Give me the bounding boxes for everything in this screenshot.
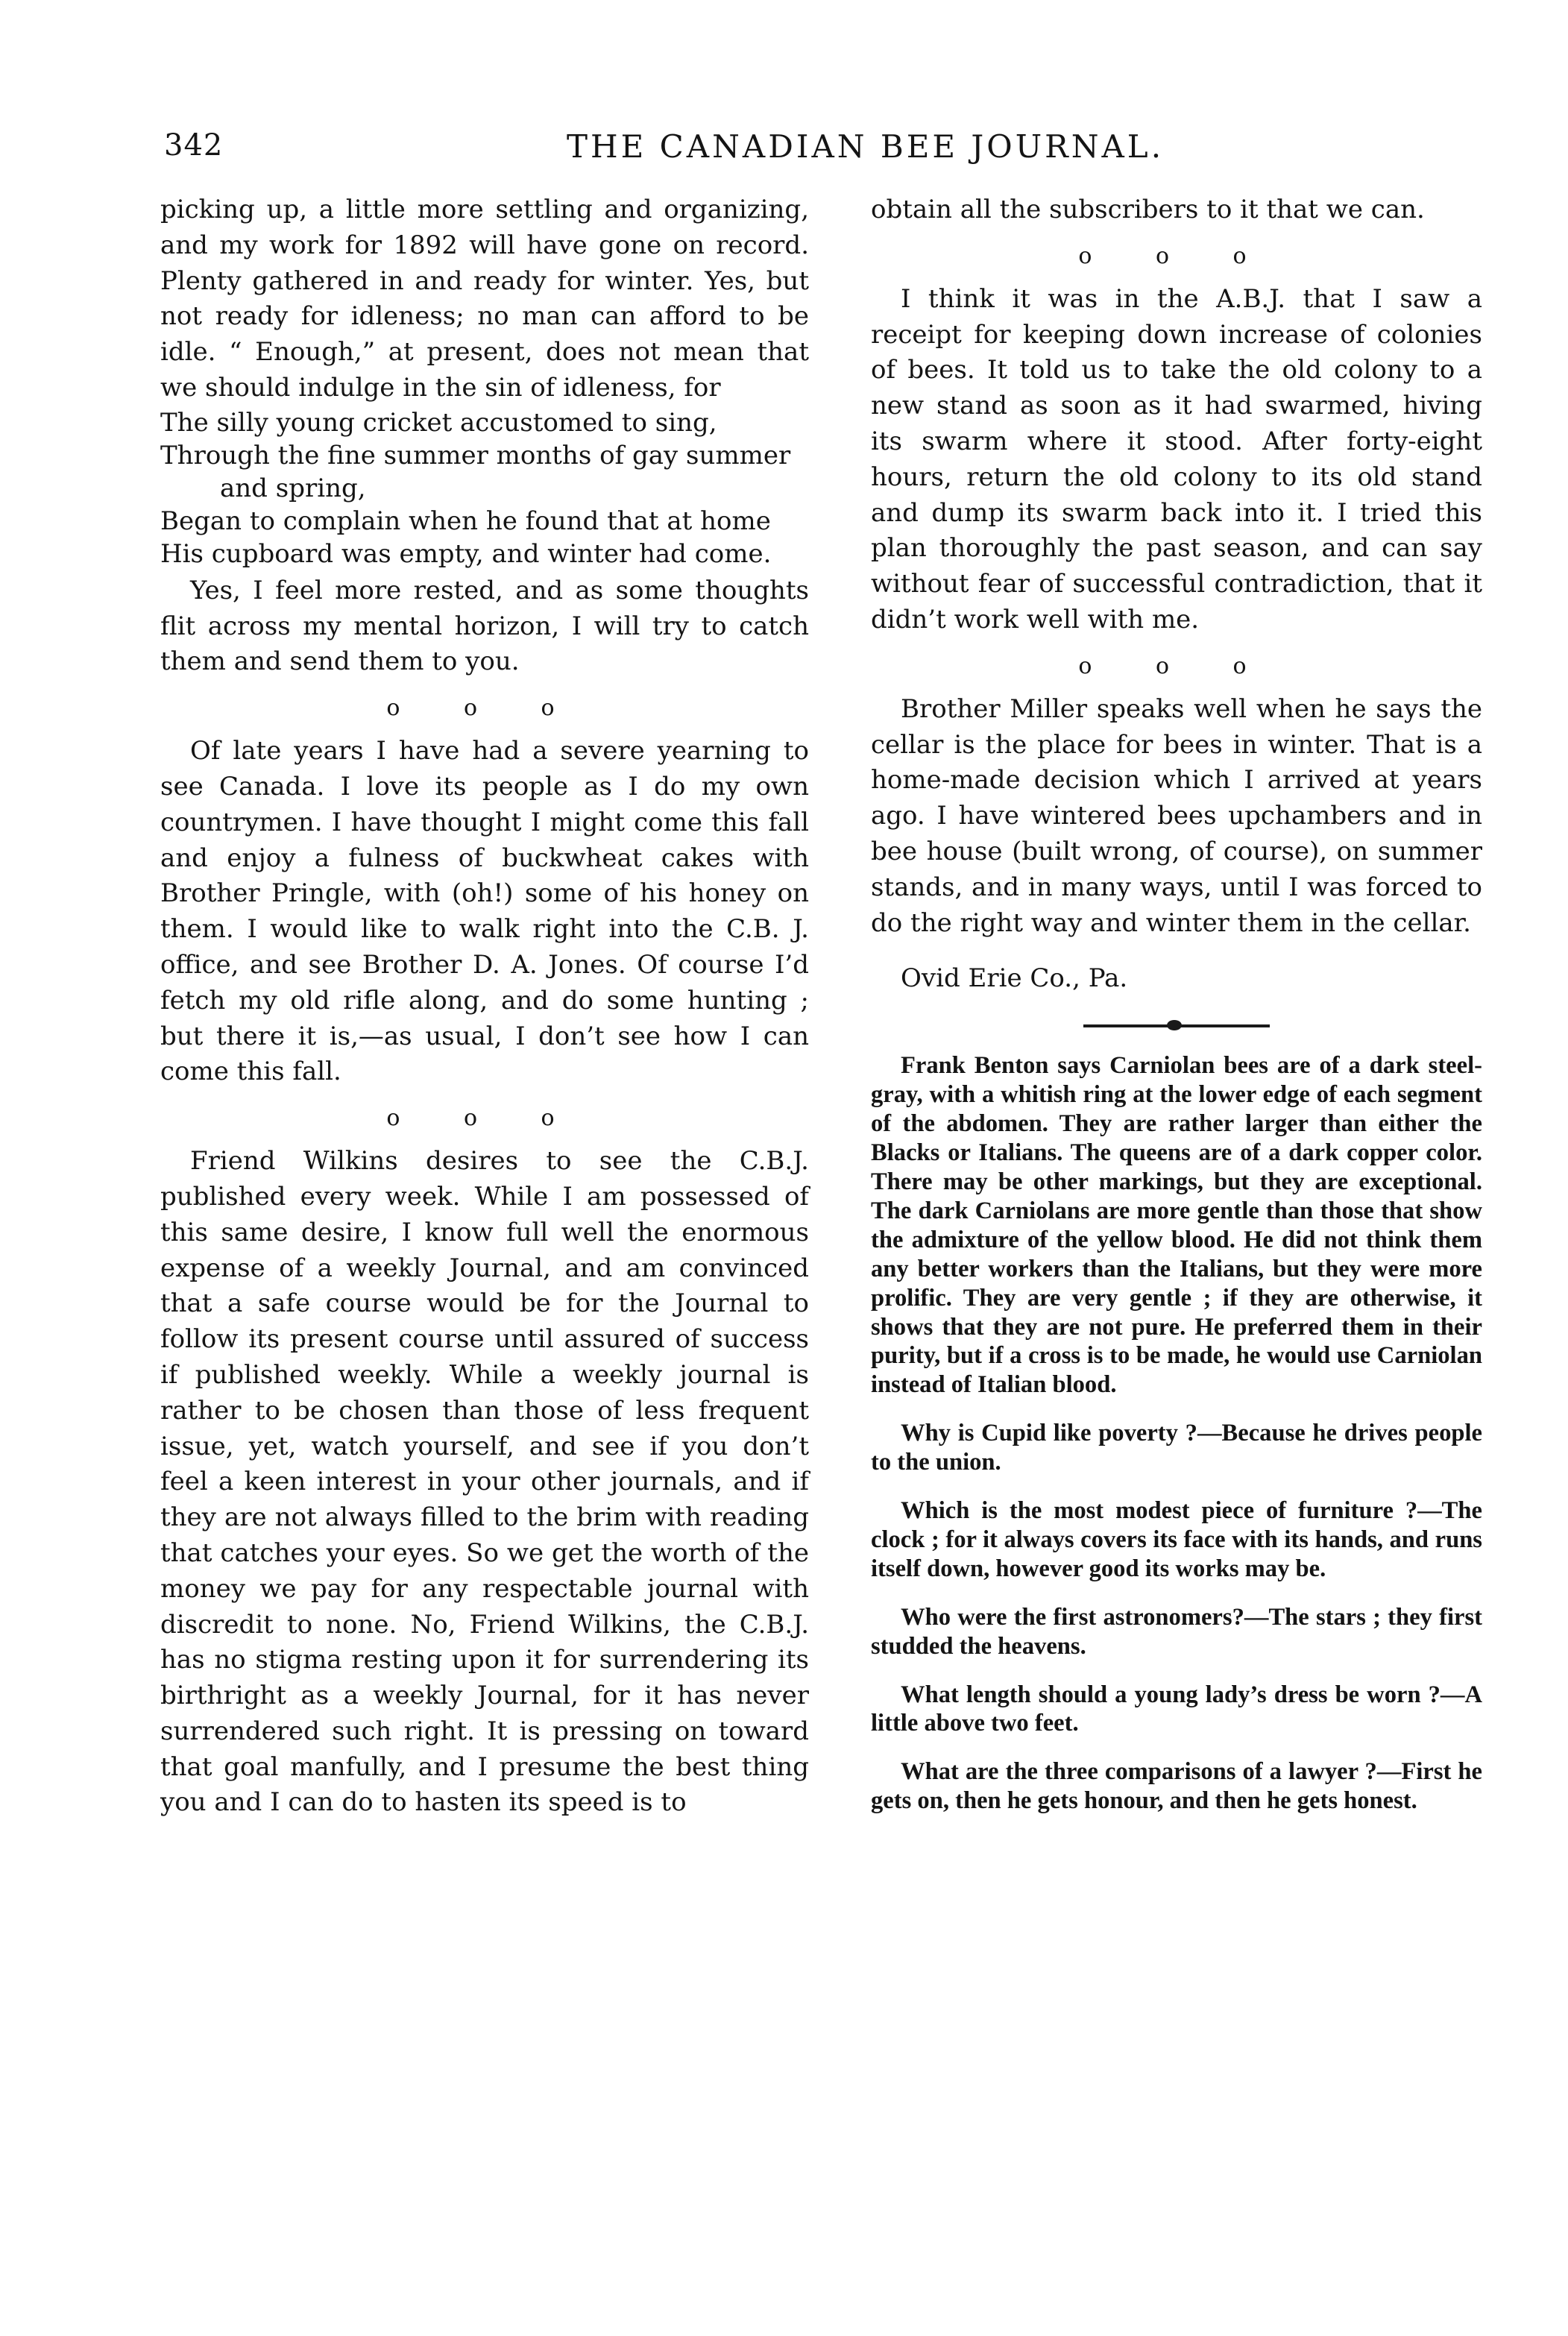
paragraph-increase-receipt: I think it was in the A.B.J. that I saw a receipt for keeping down increase of colonies of bees. It told us to take the old colony to a new stand as soon as it had swarmed, hiving its swarm where it stood. After forty-eight hours, return the old colony to its old stand and dump its swarm back into it. I tried this plan thoroughly the past season, and can say without fear of successful contradiction, that it didn’t work well with me. [871,283,1482,635]
section-separator: o o o [386,695,583,722]
paragraph-carniolan-bees: Frank Benton says Carniolan bees are of a dark steel-gray, with a whitish ring at the lower edge of each segment of the abdomen. They are rather larger than either the Blacks or Italians. The queens are of a dark copper color. There may be other markings, but they are exceptional. The dark Carniolans are more gentle than those that show the admixture of the yellow blood. He did not think them any better workers than the Italians, but they were more prolific. They are very gentle ; if they are otherwise, it shows that they are not pure. He preferred them in their purity, but if a cross is to be made, he would use Carniolan instead of Italian blood. [871,1052,1482,1399]
page-number: 342 [164,128,224,163]
paragraph-cellar-wintering: Brother Miller speaks well when he says the cellar is the place for bees in winter. That is a home-made decision which I arrived at years ago. I have wintered bees upchambers and in bee house (built wrong, of course), on summer stands, and in many ways, until I was forced to do the right way and winter them in the cellar. [871,693,1482,938]
paragraph-canada: Of late years I have had a severe yearning to see Canada. I love its people as I do my own countrymen. I have thought I might come this fall and enjoy a fulness of buckwheat cakes with Brother Pringle, with (oh!) some of his honey on them. I would like to walk right into the C.B. J. office, and see Brother D. A. Jones. Of course I’d fetch my old rifle along, and do some hunting ; but there it is,—as usual, I don’t see how I can come this fall. [160,736,809,1087]
riddle-lawyer: What are the three comparisons of a lawyer ?—First he gets on, then he gets honour, and then he gets honest. [871,1758,1482,1815]
section-rule [1083,1024,1270,1027]
author-location: Ovid Erie Co., Pa. [901,963,1128,994]
right-column [871,192,1482,1816]
left-column [160,192,809,1821]
riddle-cupid: Why is Cupid like poverty ?—Because he drives people to the union. [871,1420,1482,1476]
paragraph-cricket-intro: picking up, a little more settling and organizing, and my work for 1892 will have gone on record. Plenty gathered in and ready for winter. Yes, but not ready for idleness; no man can afford to be idle. “ Enough,” at present, does not mean that we should indulge in the sin of idleness, for [160,195,809,403]
riddle-dress: What length should a young lady’s dress be worn ?—A little above two feet. [871,1681,1482,1737]
paragraph-rested: Yes, I feel more rested, and as some thoughts flit across my mental horizon, I will try to catch them and send them to you. [160,575,809,677]
running-title: THE CANADIAN BEE JOURNAL. [567,128,1165,165]
paragraph-weekly-journal: Friend Wilkins desires to see the C.B.J. published every week. While I am possessed of this same desire, I know full well the enormous expense of a weekly Journal, and am convinced that a safe course would be for the Journal to follow its present course until assured of success if published weekly. While a weekly journal is rather to be chosen than those of less frequent issue, yet, watch yourself, and see if you don’t feel a keen interest in your other journals, and if they are not always filled to the brim with reading that catches your eyes. So we get the worth of the money we pay for any respectable journal with discredit to none. No, Friend Wilkins, the C.B.J. has no stigma resting upon it for surrendering its birthright as a weekly Journal, for it has never surrendered such right. It is pressing on toward that goal manfully, and I presume the best thing you and I can do to hasten its speed is to [160,1146,809,1818]
paragraph-subscribers: obtain all the subscribers to it that we can. [871,195,1425,224]
section-separator: o o o [386,1105,583,1132]
page-header [164,128,1476,173]
poem-line: Through the fine summer months of gay summer and spring, [160,440,791,503]
poem-line: His cupboard was empty, and winter had come. [160,538,772,569]
riddle-astronomers: Who were the first astronomers?—The stars ; they first studded the heavens. [871,1603,1482,1660]
poem-line: The silly young cricket accustomed to sing, [160,407,717,438]
section-separator: o o o [1078,242,1275,269]
riddle-clock: Which is the most modest piece of furniture ?—The clock ; for it always covers its face with its hands, and runs itself down, however good its works may be. [871,1497,1482,1582]
cricket-poem [160,406,809,570]
poem-line: Began to complain when he found that at home [160,506,771,536]
section-separator: o o o [1078,652,1275,679]
